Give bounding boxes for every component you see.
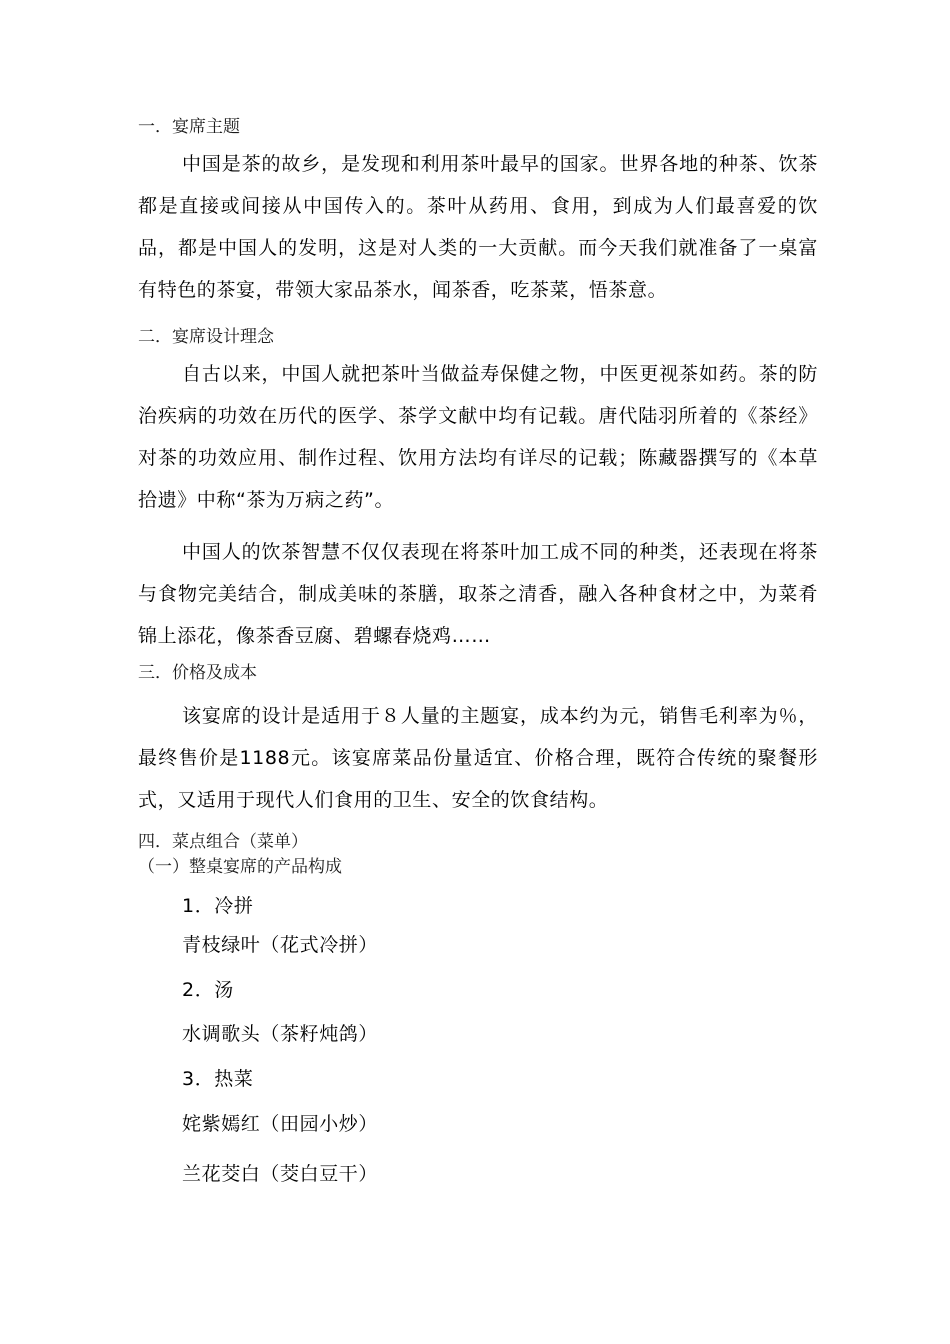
menu-category-soup: 2．汤	[182, 979, 234, 1001]
paragraph-design-concept-2: 中国人的饮茶智慧不仅仅表现在将茶叶加工成不同的种类，还表现在将茶与食物完美结合，制成美味的茶膳，取茶之清香，融入各种食材之中，为菜肴锦上添花，像茶香豆腐、碧螺春烧鸡……	[138, 541, 818, 647]
paragraph-theme: 中国是茶的故乡，是发现和利用茶叶最早的国家。世界各地的种茶、饮茶都是直接或间接从中国传入的。茶叶从药用、食用，到成为人们最喜爱的饮品，都是中国人的发明，这是对人类的一大贡献。而今天我们就准备了一桌富有特色的茶宴，带领大家品茶水，闻茶香，吃茶菜，悟茶意。	[138, 153, 818, 301]
menu-category-cold-dish: 1．冷拼	[182, 895, 254, 917]
paragraph-price-cost: 该宴席的设计是适用于８人量的主题宴，成本约为元，销售毛利率为％，最终售价是1188元。该宴席菜品份量适宜、价格合理，既符合传统的聚餐形式，又适用于现代人们食用的卫生、安全的饮食结构。	[138, 705, 818, 811]
section-heading-design-concept: 二．宴席设计理念	[138, 327, 274, 347]
menu-item: 姹紫嫣红（田园小炒）	[182, 1113, 379, 1135]
menu-item: 青枝绿叶（花式冷拼）	[182, 934, 379, 956]
section-heading-price-cost: 三．价格及成本	[138, 663, 257, 683]
menu-item: 兰花茭白（茭白豆干）	[182, 1163, 379, 1185]
menu-category-hot-dish: 3．热菜	[182, 1068, 254, 1090]
paragraph-design-concept-1: 自古以来，中国人就把茶叶当做益寿保健之物，中医更视茶如药。茶的防治疾病的功效在历代的医学、茶学文献中均有记载。唐代陆羽所着的《茶经》对茶的功效应用、制作过程、饮用方法均有详尽的记载；陈藏器撰写的《本草拾遗》中称“茶为万病之药”。	[138, 363, 818, 511]
subheading-table-composition: （一）整桌宴席的产品构成	[138, 857, 342, 877]
menu-item: 水调歌头（茶籽炖鸽）	[182, 1023, 379, 1045]
section-heading-theme: 一．宴席主题	[138, 117, 240, 137]
section-heading-menu: 四．菜点组合（菜单）	[138, 832, 308, 852]
